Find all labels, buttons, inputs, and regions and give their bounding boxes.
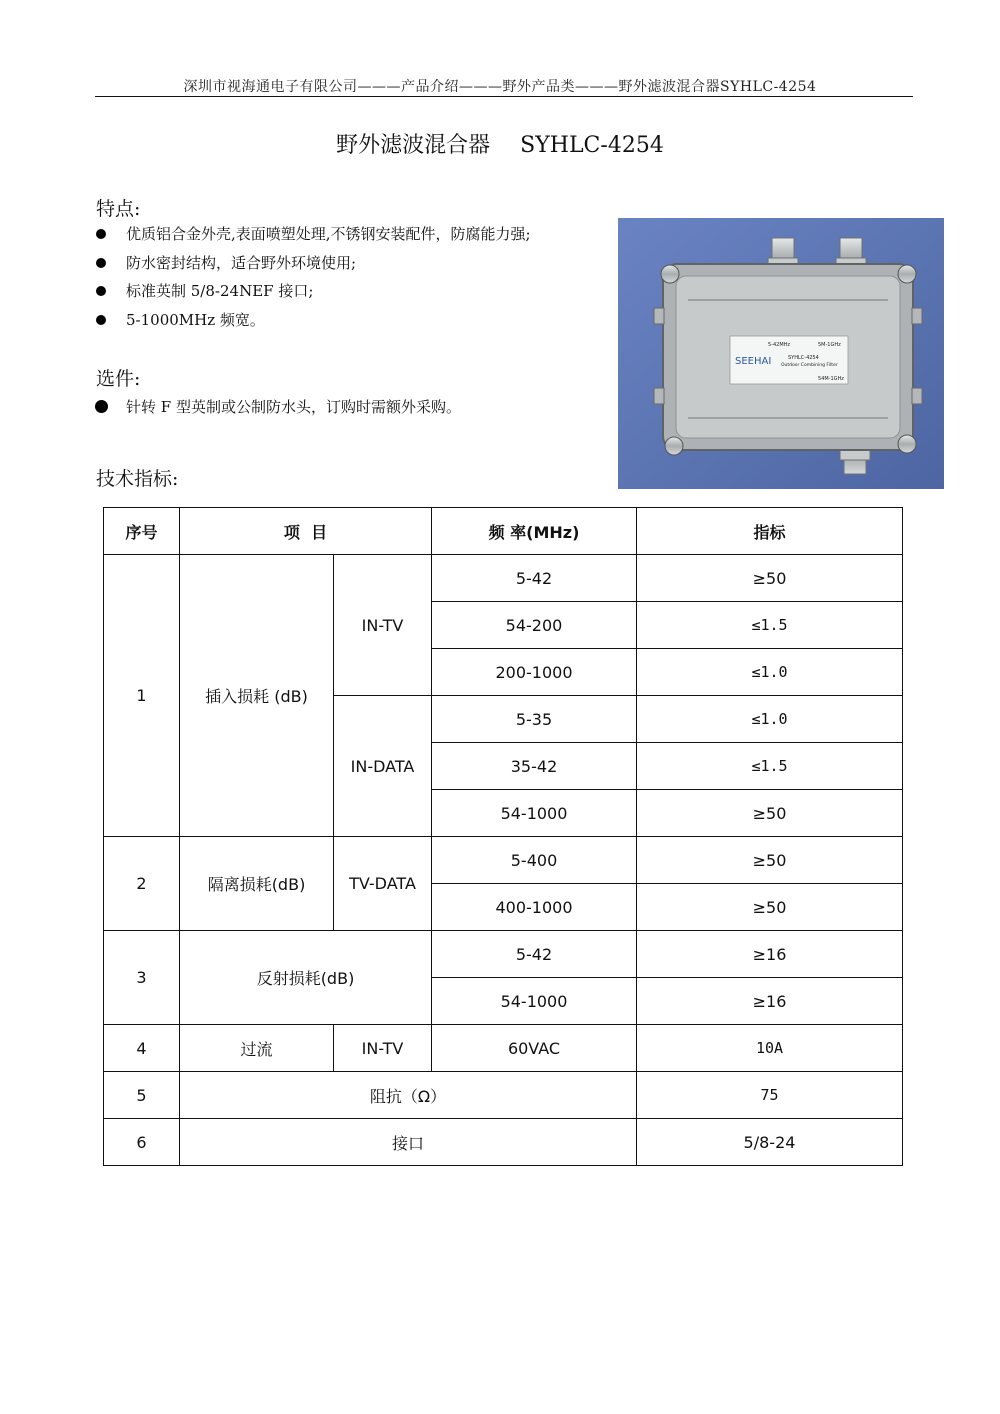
photo-description: Outdoor Combining Filter [781,363,838,368]
page-title [0,128,1000,159]
row-item: 插入损耗 (dB) [180,555,334,837]
table-row [104,555,903,602]
freq-cell: 54-1000 [432,790,637,837]
row-subgroup: IN-TV [334,1025,432,1072]
row-number: 6 [104,1119,180,1166]
spec-cell: 10A [637,1025,903,1072]
spec-cell: ≥50 [637,790,903,837]
bullet-icon [95,400,108,413]
row-item: 反射损耗(dB) [180,931,432,1025]
table-row [104,1119,903,1166]
product-photo [618,218,944,489]
photo-port-bottom: 54M-1GHz [818,376,844,382]
row-item: 过流 [180,1025,334,1072]
table-row [104,837,903,884]
freq-cell: 5-35 [432,696,637,743]
spec-cell: ≥16 [637,931,903,978]
freq-cell: 5-400 [432,837,637,884]
spec-cell: ≥50 [637,837,903,884]
spec-table [103,507,903,1166]
freq-cell: 54-200 [432,602,637,649]
photo-port-top-left: 5-42MHz [768,342,791,348]
list-item: 标准英制 5/8-24NEF 接口; [96,277,531,306]
table-row [104,1072,903,1119]
spec-cell: 5/8-24 [637,1119,903,1166]
col-header-freq: 频 率(MHz) [432,508,637,555]
page-header-breadcrumb: 深圳市视海通电子有限公司———产品介绍———野外产品类———野外滤波混合器SYHLC-4254 [183,79,817,95]
spec-cell: ≥16 [637,978,903,1025]
spec-cell: ≤1.0 [637,696,903,743]
col-header-item: 项 目 [180,508,432,555]
spec-cell: ≥50 [637,555,903,602]
row-item: 隔离损耗(dB) [180,837,334,931]
col-header-no: 序号 [104,508,180,555]
row-item: 接口 [180,1119,637,1166]
list-item: 防水密封结构，适合野外环境使用; [96,249,531,278]
product-model: SYHLC-4254 [520,133,664,158]
spec-cell: 75 [637,1072,903,1119]
row-subgroup: IN-DATA [334,696,432,837]
row-number: 2 [104,837,180,931]
spec-cell: ≤1.5 [637,743,903,790]
col-header-spec: 指标 [637,508,903,555]
freq-cell: 5-42 [432,931,637,978]
bullet-icon [96,286,106,296]
photo-brand-logo: SEEHAI [735,356,772,367]
freq-cell: 60VAC [432,1025,637,1072]
row-item: 阻抗（Ω） [180,1072,637,1119]
freq-cell: 200-1000 [432,649,637,696]
row-number: 3 [104,931,180,1025]
row-number: 5 [104,1072,180,1119]
combining-filter-image [618,218,944,489]
options-list [96,393,461,422]
freq-cell: 400-1000 [432,884,637,931]
spec-cell: ≥50 [637,884,903,931]
photo-port-top-right: 5M-1GHz [818,342,841,348]
list-item: 针转 F 型英制或公制防水头，订购时需额外采购。 [96,393,461,422]
row-subgroup: TV-DATA [334,837,432,931]
freq-cell: 54-1000 [432,978,637,1025]
row-subgroup: IN-TV [334,555,432,696]
bullet-icon [96,229,106,239]
table-row [104,1025,903,1072]
options-heading: 选件: [96,368,141,390]
row-number: 1 [104,555,180,837]
features-heading: 特点: [96,198,141,220]
spec-cell: ≤1.5 [637,602,903,649]
list-item: 5-1000MHz 频宽。 [96,306,531,335]
bullet-icon [96,315,106,325]
freq-cell: 35-42 [432,743,637,790]
list-item: 优质铝合金外壳,表面喷塑处理,不锈钢安装配件，防腐能力强; [96,220,531,249]
features-list [96,220,531,334]
table-row [104,931,903,978]
row-number: 4 [104,1025,180,1072]
specs-heading: 技术指标: [96,468,179,490]
photo-model: SYHLC-4254 [788,355,819,361]
header-divider [95,96,913,97]
freq-cell: 5-42 [432,555,637,602]
spec-cell: ≤1.0 [637,649,903,696]
table-header-row [104,508,903,555]
bullet-icon [96,258,106,268]
product-name: 野外滤波混合器 [336,133,491,158]
